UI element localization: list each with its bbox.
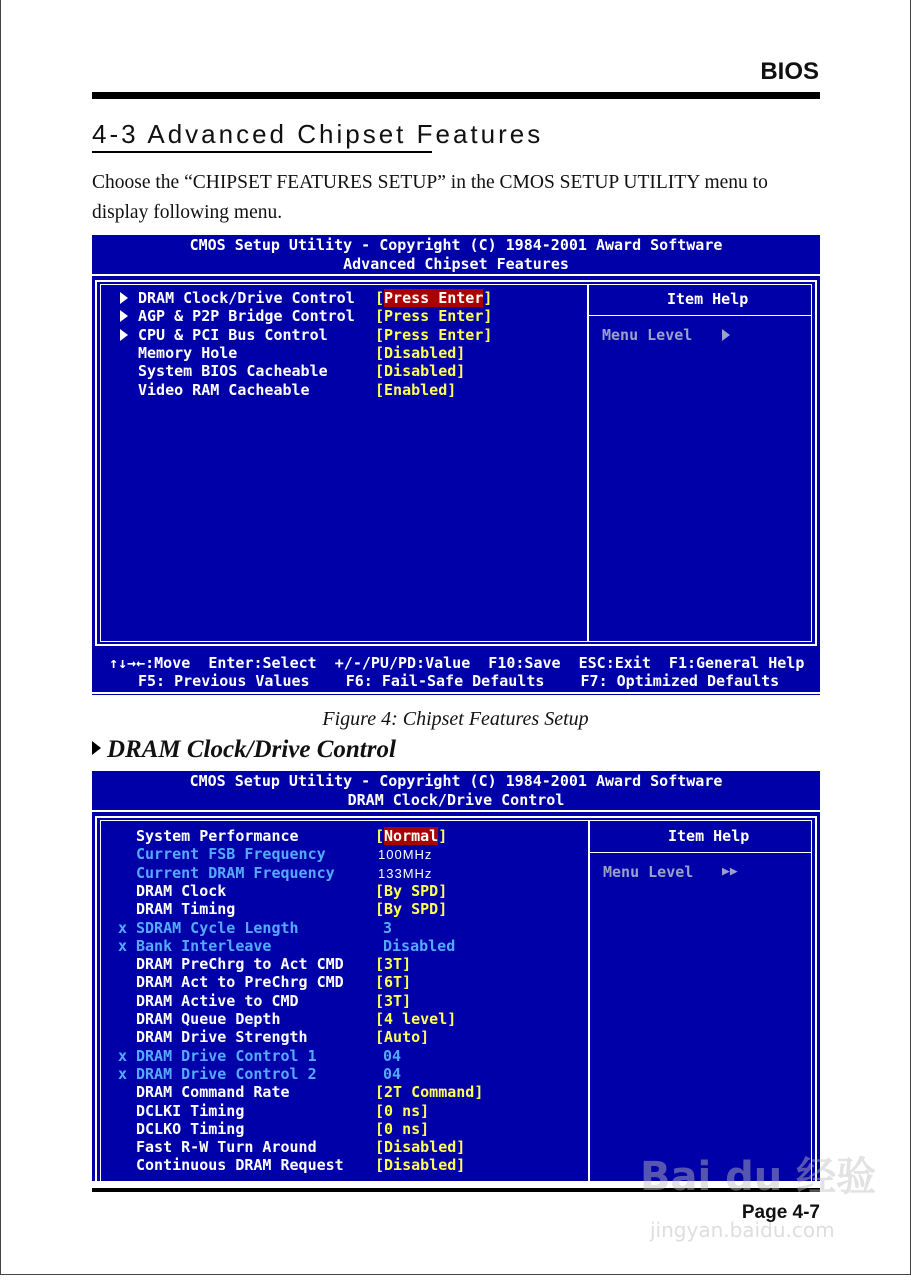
- subsection-heading: [92, 736, 396, 764]
- setting-label: Current FSB Frequency: [136, 845, 326, 864]
- menu-item-label[interactable]: DRAM Clock/Drive Control: [138, 289, 355, 307]
- bios-screen-dram-clock: [92, 771, 820, 1181]
- setting-value[interactable]: [Normal]: [375, 827, 448, 845]
- menu-item-label[interactable]: Memory Hole: [138, 343, 238, 362]
- submenu-arrow-icon: [120, 292, 128, 304]
- disabled-marker: x: [118, 1064, 128, 1083]
- setting-value[interactable]: [3T]: [375, 991, 412, 1010]
- setting-label: SDRAM Cycle Length: [136, 918, 299, 937]
- menu-item-label[interactable]: Video RAM Cacheable: [138, 380, 310, 399]
- menu-item-value[interactable]: [Press Enter]: [375, 307, 493, 326]
- setting-value[interactable]: [0 ns]: [375, 1101, 430, 1120]
- bios-screen-advanced-chipset: [92, 235, 820, 695]
- watermark-logo: Bai du 经验: [640, 1154, 877, 1200]
- bios-key-help-line1: ↑↓→←:Move Enter:Select +/-/PU/PD:Value F10:Save ESC:Exit F1:General Help: [109, 654, 805, 672]
- header-label: BIOS: [760, 58, 819, 85]
- section-title: 4-3 Advanced Chipset Features: [92, 119, 544, 149]
- setting-value[interactable]: [4 level]: [375, 1010, 457, 1028]
- setting-label: DRAM Drive Control 2: [136, 1064, 317, 1083]
- page-number: Page 4-7: [741, 1202, 820, 1223]
- setting-value[interactable]: [Disabled]: [375, 1138, 466, 1157]
- setting-value: 133MHz: [378, 865, 433, 881]
- setting-value: 3: [383, 918, 393, 937]
- bios-menu-title: DRAM Clock/Drive Control: [347, 790, 565, 809]
- setting-value[interactable]: [0 ns]: [375, 1119, 430, 1138]
- watermark-url: jingyan.baidu.com: [650, 1218, 835, 1242]
- menu-item-value[interactable]: [Disabled]: [375, 343, 466, 362]
- setting-label[interactable]: Fast R-W Turn Around: [136, 1138, 317, 1157]
- setting-value: 04: [383, 1046, 402, 1065]
- triangle-bullet-icon: [92, 741, 101, 755]
- setting-value[interactable]: [Disabled]: [375, 1156, 466, 1175]
- selected-highlight[interactable]: Press Enter: [384, 289, 484, 307]
- help-divider: [587, 284, 589, 642]
- menu-level-label: Menu Level: [602, 326, 693, 344]
- setting-label[interactable]: System Performance: [136, 827, 299, 845]
- menu-level-arrow-icon: [722, 329, 730, 341]
- setting-value[interactable]: [Auto]: [375, 1028, 430, 1047]
- bios-title-bar: [92, 771, 820, 812]
- menu-item-value[interactable]: [Press Enter]: [375, 325, 493, 344]
- setting-label: DRAM Drive Control 1: [136, 1046, 317, 1065]
- setting-label[interactable]: DRAM Clock: [136, 881, 227, 900]
- setting-label[interactable]: DRAM Queue Depth: [136, 1010, 281, 1028]
- submenu-arrow-icon: [120, 310, 128, 322]
- setting-value[interactable]: [By SPD]: [375, 881, 448, 900]
- menu-item-value[interactable]: [Enabled]: [375, 380, 457, 399]
- setting-label[interactable]: DCLKI Timing: [136, 1101, 245, 1120]
- setting-label: Current DRAM Frequency: [136, 863, 335, 882]
- setting-label[interactable]: DRAM Command Rate: [136, 1083, 290, 1102]
- intro-paragraph: Choose the “CHIPSET FEATURES SETUP” in the CMOS SETUP UTILITY menu to display following menu.: [92, 172, 768, 223]
- disabled-marker: x: [118, 936, 128, 955]
- setting-value[interactable]: [2T Command]: [375, 1083, 484, 1102]
- setting-label[interactable]: Continuous DRAM Request: [136, 1156, 344, 1175]
- setting-value[interactable]: [6T]: [375, 973, 412, 992]
- menu-level-label: Menu Level: [603, 863, 694, 881]
- menu-item-label[interactable]: System BIOS Cacheable: [138, 362, 328, 381]
- menu-item-label[interactable]: CPU & PCI Bus Control: [138, 325, 328, 344]
- header-rule: [92, 92, 820, 99]
- help-divider: [588, 820, 590, 1181]
- setting-value[interactable]: [By SPD]: [375, 900, 448, 919]
- menu-item-value[interactable]: [Disabled]: [375, 362, 466, 381]
- setting-label[interactable]: DRAM PreChrg to Act CMD: [136, 955, 344, 974]
- menu-item-value[interactable]: [Press Enter]: [375, 289, 493, 307]
- setting-label[interactable]: DRAM Drive Strength: [136, 1028, 308, 1047]
- menu-level-arrows-icon: ▶▶: [722, 864, 738, 879]
- figure-caption: Figure 4: Chipset Features Setup: [322, 708, 589, 730]
- bios-copyright-line: CMOS Setup Utility - Copyright (C) 1984-2001 Award Software: [189, 772, 723, 790]
- disabled-marker: x: [118, 918, 128, 937]
- bios-title-bar: [92, 235, 820, 276]
- title-underline: [92, 151, 432, 153]
- bios-menu-title: Advanced Chipset Features: [343, 254, 569, 273]
- setting-label[interactable]: DCLKO Timing: [136, 1119, 245, 1138]
- selected-highlight[interactable]: Normal: [384, 827, 439, 845]
- menu-item-label[interactable]: AGP & P2P Bridge Control: [138, 307, 355, 326]
- setting-label: Bank Interleave: [136, 936, 272, 955]
- subsection-title: DRAM Clock/Drive Control: [107, 736, 396, 763]
- submenu-arrow-icon: [120, 329, 128, 341]
- help-title-divider: [589, 315, 812, 316]
- bios-bottom-line: [92, 692, 820, 694]
- setting-value: Disabled: [383, 936, 456, 955]
- setting-value: 04: [383, 1064, 402, 1083]
- bios-key-help-line2: F5: Previous Values F6: Fail-Safe Defaults F7: Optimized Defaults: [138, 672, 780, 690]
- help-title-divider: [590, 852, 812, 853]
- disabled-marker: x: [118, 1046, 128, 1065]
- help-title: Item Help: [668, 827, 750, 845]
- setting-label[interactable]: DRAM Act to PreChrg CMD: [136, 973, 344, 992]
- setting-label[interactable]: DRAM Timing: [136, 900, 236, 919]
- setting-value: 100MHz: [378, 847, 433, 863]
- bios-copyright-line: CMOS Setup Utility - Copyright (C) 1984-2001 Award Software: [189, 236, 723, 254]
- setting-label[interactable]: DRAM Active to CMD: [136, 991, 299, 1010]
- help-title: Item Help: [667, 290, 749, 308]
- setting-value[interactable]: [3T]: [375, 955, 412, 974]
